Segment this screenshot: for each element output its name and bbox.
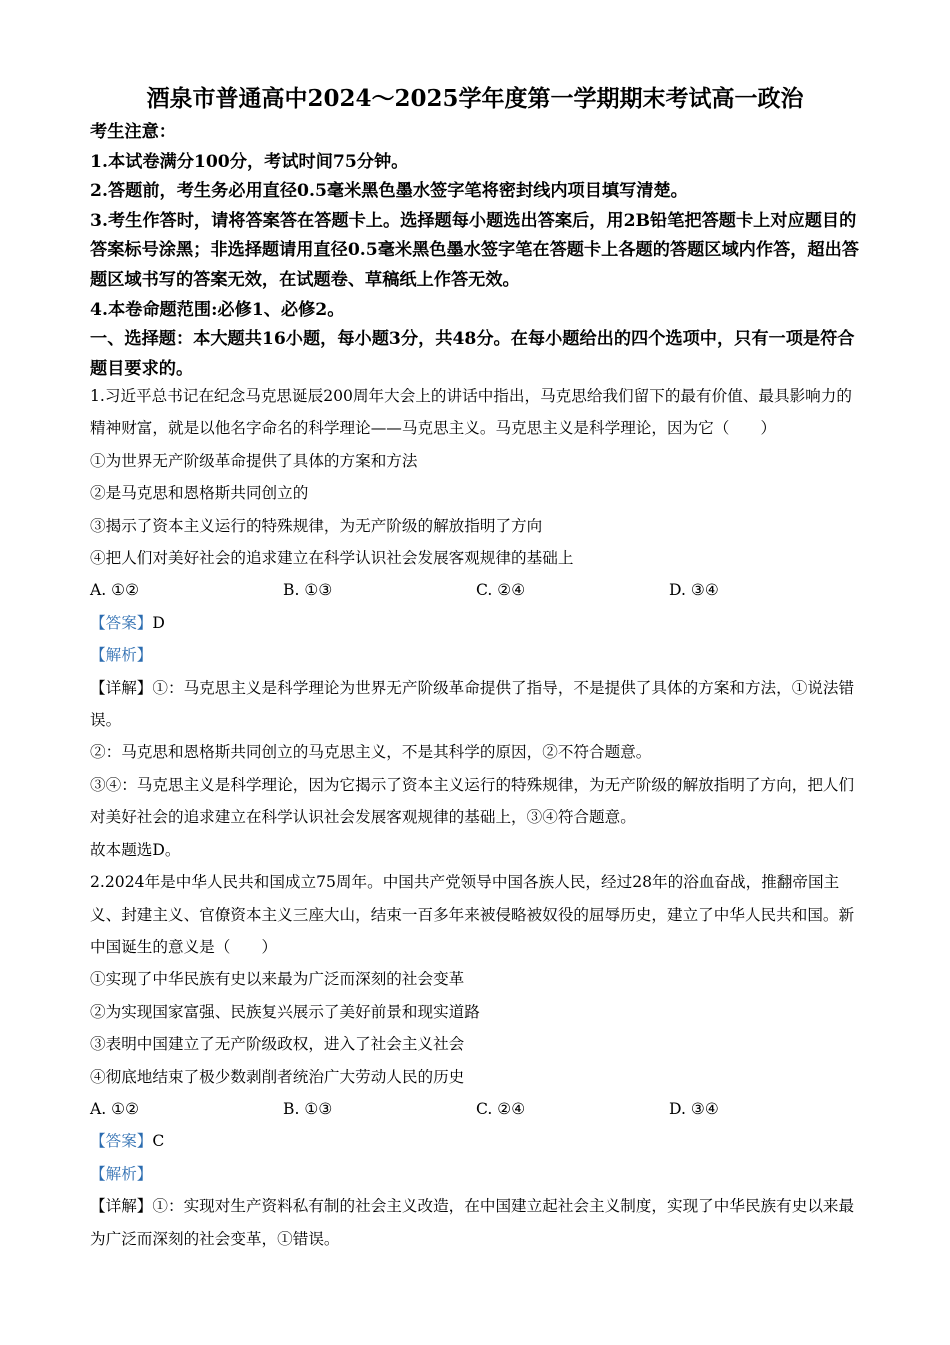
notice-item: 3.考生作答时，请将答案答在答题卡上。选择题每小题选出答案后，用2B铅笔把答题卡上对应题目的答案标号涂黑；非选择题请用直径0.5毫米黑色墨水签字笔在答题卡上各题的答题区域内作答，超出答题区域书写的答案无效，在试题卷、草稿纸上作答无效。 bbox=[90, 210, 859, 290]
detail-text: ③④：马克思主义是科学理论，因为它揭示了资本主义运行的特殊规律，为无产阶级的解放指明了方向，把人们对美好社会的追求建立在科学认识社会发展客观规律的基础上，③④符合题意。 bbox=[90, 775, 855, 827]
option-row bbox=[90, 574, 862, 606]
detail-text: ①：实现对生产资料私有制的社会主义改造，在中国建立起社会主义制度，实现了中华民族有史以来最为广泛而深刻的社会变革，①错误。 bbox=[90, 1197, 855, 1248]
option-c: C. ②④ bbox=[476, 581, 526, 600]
statement: ④彻底地结束了极少数剥削者统治广大劳动人民的历史 bbox=[90, 1067, 465, 1086]
statement: ③表明中国建立了无产阶级政权，进入了社会主义社会 bbox=[90, 1035, 465, 1054]
detail-tag: 【详解】 bbox=[90, 678, 153, 697]
option-d: D. ③④ bbox=[669, 1099, 719, 1118]
option-a: A. ①② bbox=[90, 1099, 140, 1118]
option-a: A. ①② bbox=[90, 581, 140, 600]
answer-line bbox=[90, 607, 862, 639]
option-b: B. ①③ bbox=[283, 581, 333, 600]
question-stem: 1.习近平总书记在纪念马克思诞辰200周年大会上的讲话中指出，马克思给我们留下的最有价值、最具影响力的精神财富，就是以他名字命名的科学理论——马克思主义。马克思主义是科学理论，因为它（ ） bbox=[90, 387, 852, 438]
statement: ①实现了中华民族有史以来最为广泛而深刻的社会变革 bbox=[90, 970, 465, 989]
answer-tag: 【答案】 bbox=[90, 613, 153, 632]
statement: ②是马克思和恩格斯共同创立的 bbox=[90, 484, 309, 503]
question-stem: 2.2024年是中华人民共和国成立75周年。中国共产党领导中国各族人民，经过28年的浴血奋战，推翻帝国主义、封建主义、官僚资本主义三座大山，结束一百多年来被侵略被奴役的屈辱历史，建立了中华人民共和国。新中国诞生的意义是（ ） bbox=[90, 873, 855, 956]
section-heading: 一、选择题：本大题共16小题，每小题3分，共48分。在每小题给出的四个选项中，只有一项是符合题目要求的。 bbox=[90, 329, 855, 379]
notice-item: 1.本试卷满分100分，考试时间75分钟。 bbox=[90, 151, 409, 172]
notice-item: 2.答题前，考生务必用直径0.5毫米黑色墨水签字笔将密封线内项目填写清楚。 bbox=[90, 181, 688, 202]
option-row bbox=[90, 1093, 862, 1125]
detail-text: ②：马克思和恩格斯共同创立的马克思主义，不是其科学的原因，②不符合题意。 bbox=[90, 743, 652, 762]
statement: ②为实现国家富强、民族复兴展示了美好前景和现实道路 bbox=[90, 1002, 480, 1021]
analysis-tag: 【解析】 bbox=[90, 1164, 153, 1183]
analysis-line bbox=[90, 1158, 862, 1190]
exam-notice bbox=[90, 118, 865, 384]
analysis-line bbox=[90, 639, 862, 671]
option-d: D. ③④ bbox=[669, 581, 719, 600]
notice-item: 4.本卷命题范围:必修1、必修2。 bbox=[90, 299, 345, 320]
detail-line bbox=[90, 1190, 862, 1255]
statement: ④把人们对美好社会的追求建立在科学认识社会发展客观规律的基础上 bbox=[90, 549, 574, 568]
detail-tag: 【详解】 bbox=[90, 1197, 153, 1216]
detail-text: ①：马克思主义是科学理论为世界无产阶级革命提供了指导，不是提供了具体的方案和方法，①说法错误。 bbox=[90, 678, 855, 730]
option-b: B. ①③ bbox=[283, 1099, 333, 1118]
notice-heading: 考生注意： bbox=[90, 122, 176, 142]
detail-line bbox=[90, 672, 862, 737]
statement: ①为世界无产阶级革命提供了具体的方案和方法 bbox=[90, 451, 418, 470]
analysis-tag: 【解析】 bbox=[90, 646, 153, 665]
answer-line bbox=[90, 1125, 862, 1157]
answer-value: D bbox=[152, 613, 165, 632]
option-c: C. ②④ bbox=[476, 1099, 526, 1118]
answer-value: C bbox=[152, 1132, 165, 1151]
answer-tag: 【答案】 bbox=[90, 1132, 153, 1151]
questions bbox=[90, 380, 862, 1255]
detail-text: 故本题选D。 bbox=[90, 840, 181, 859]
statement: ③揭示了资本主义运行的特殊规律，为无产阶级的解放指明了方向 bbox=[90, 516, 543, 535]
exam-title: 酒泉市普通高中2024～2025学年度第一学期期末考试高一政治 bbox=[146, 85, 804, 112]
